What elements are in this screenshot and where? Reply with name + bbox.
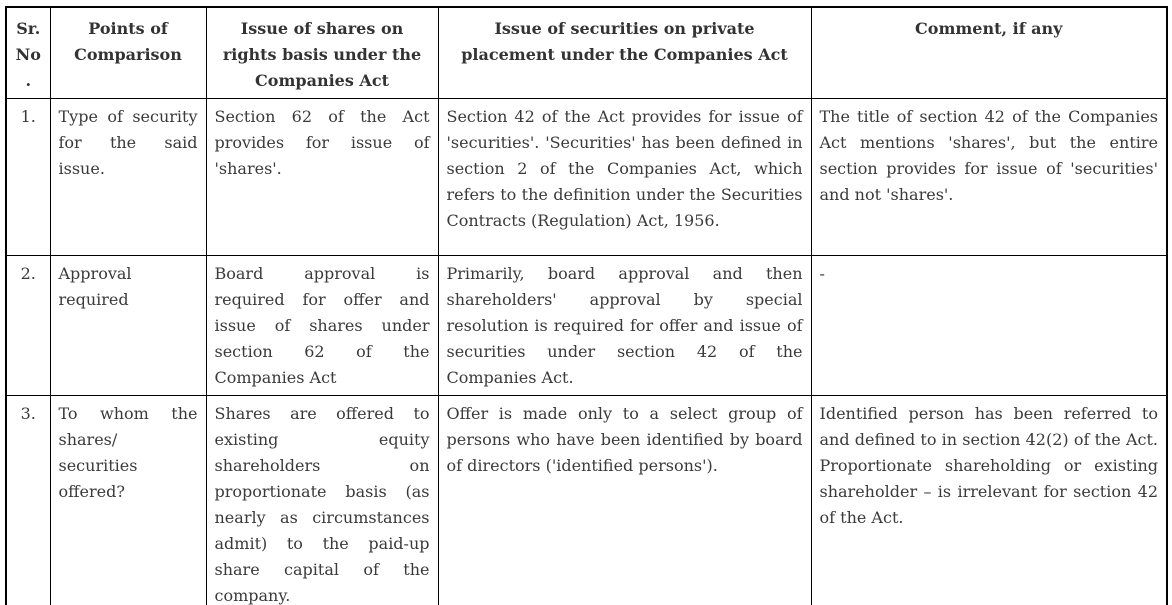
- cell-comment: The title of section 42 of the Companies Act mentions 'shares', but the entire section provides for issue of 'securities' and not 'shares'.: [811, 99, 1167, 256]
- cell-point-of-comparison: To whom the shares/ securities offered?: [50, 396, 206, 605]
- cell-comment: Identified person has been referred to and defined to in section 42(2) of the Act. Proportionate shareholding or existing shareholder – is irrelevant for section 42 of the Act.: [811, 396, 1167, 605]
- table-row: [6, 256, 1167, 396]
- col-header-sr-no: Sr. No.: [6, 7, 50, 99]
- table-row: [6, 396, 1167, 605]
- cell-private-placement: Section 42 of the Act provides for issue of 'securities'. 'Securities' has been defined in section 2 of the Companies Act, which refers to the definition under the Securities Contracts (Regulation) Act, 1956.: [438, 99, 811, 256]
- col-header-comment: Comment, if any: [811, 7, 1167, 99]
- cell-rights-issue: Shares are offered to existing equity shareholders on proportionate basis (as nearly as circumstances admit) to the paid-up share capital of the company.: [206, 396, 438, 605]
- cell-sr-no: 1.: [6, 99, 50, 256]
- table-header-row: [6, 7, 1167, 99]
- table-row: [6, 99, 1167, 256]
- cell-sr-no: 2.: [6, 256, 50, 396]
- cell-rights-issue: Section 62 of the Act provides for issue of 'shares'.: [206, 99, 438, 256]
- col-header-rights-issue: Issue of shares on rights basis under the Companies Act: [206, 7, 438, 99]
- col-header-points-of-comparison: Points of Comparison: [50, 7, 206, 99]
- cell-rights-issue: Board approval is required for offer and issue of shares under section 62 of the Companies Act: [206, 256, 438, 396]
- comparison-table: [5, 6, 1168, 605]
- cell-point-of-comparison: Approval required: [50, 256, 206, 396]
- col-header-private-placement: Issue of securities on private placement under the Companies Act: [438, 7, 811, 99]
- cell-private-placement: Primarily, board approval and then shareholders' approval by special resolution is required for offer and issue of securities under section 42 of the Companies Act.: [438, 256, 811, 396]
- cell-private-placement: Offer is made only to a select group of persons who have been identified by board of directors ('identified persons').: [438, 396, 811, 605]
- cell-sr-no: 3.: [6, 396, 50, 605]
- cell-point-of-comparison: Type of security for the said issue.: [50, 99, 206, 256]
- cell-comment: -: [811, 256, 1167, 396]
